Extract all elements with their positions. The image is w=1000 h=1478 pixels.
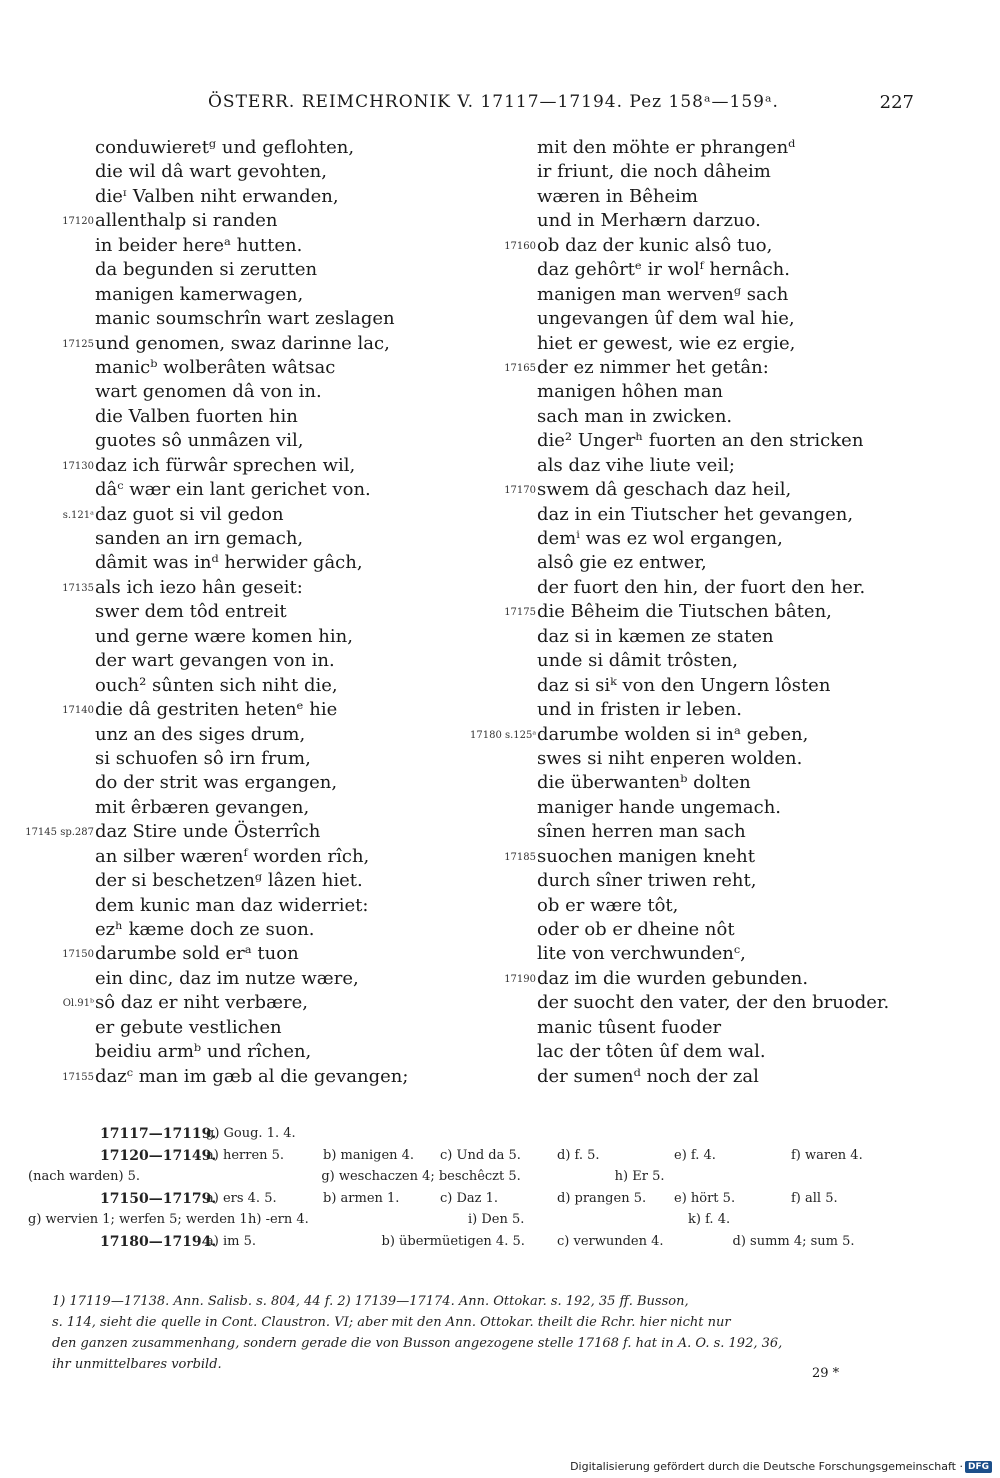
verse-text: manigen hôhen man (537, 381, 724, 403)
verse-line (480, 136, 960, 160)
apparatus-entry: b) übermüetigen 4. 5. (381, 1233, 525, 1249)
verse-text: und in Merhærn darzuo. (537, 210, 761, 232)
verse-text: die überwantenᵇ dolten (537, 772, 751, 794)
apparatus-line (28, 1126, 918, 1148)
verse-line (480, 918, 960, 942)
line-number: 17155 (62, 1071, 94, 1083)
verse-text: daz si siᵏ von den Ungern lôsten (537, 674, 831, 696)
verse-text: daz in ein Tiutscher het gevangen, (537, 503, 854, 525)
verse-text: daz im die wurden gebunden. (537, 967, 809, 989)
verse-line (480, 576, 960, 600)
verse-text: sanden an irn gemach, (95, 528, 304, 549)
verse-line (0, 527, 490, 551)
verse-line (480, 527, 960, 551)
verse-text: swes si niht enperen wolden. (537, 747, 803, 769)
dfg-logo: DFG (965, 1461, 992, 1473)
verse-text: daz si in kæmen ze staten (537, 625, 774, 647)
apparatus-entry: (nach warden) 5. (28, 1169, 141, 1184)
verse-line (480, 674, 960, 698)
verse-line (480, 209, 960, 233)
verse-line (480, 503, 960, 527)
verse-line (0, 551, 490, 575)
verse-line (480, 234, 960, 258)
verse-text: maniger hande ungemach. (537, 796, 782, 818)
verse-line (480, 258, 960, 282)
line-number: 17190 (504, 973, 536, 985)
verse-text: durch sîner triwen reht, (537, 870, 757, 892)
verse-text: hiet er gewest, wie ez ergie, (537, 332, 796, 354)
apparatus-entry: k) f. 4. (688, 1212, 731, 1227)
verse-text: ein dinc, daz im nutze wære, (95, 967, 359, 989)
line-number: 17120 (62, 216, 94, 228)
verse-line (0, 918, 490, 942)
verse-text: ungevangen ûf dem wal hie, (537, 308, 795, 330)
verse-line (0, 160, 490, 184)
verse-text: und gerne wære komen hin, (95, 625, 353, 647)
verse-text: ezʰ kæme doch ze suon. (95, 919, 315, 940)
apparatus-entry: e) f. 4. (674, 1147, 716, 1163)
verse-line (0, 942, 490, 966)
verse-line (0, 894, 490, 918)
verse-line (480, 1016, 960, 1040)
line-number: 17140 (62, 705, 94, 717)
verse-text: die² Ungerʰ fuorten an den stricken (537, 430, 864, 452)
verse-line (480, 478, 960, 502)
verse-text: dâᶜ wær ein lant gerichet von. (95, 479, 371, 501)
verse-text: die Valben fuorten hin (95, 405, 298, 427)
verse-line (480, 332, 960, 356)
verse-line (480, 1040, 960, 1064)
verse-line (0, 1040, 490, 1064)
verse-text: daz gehôrtᵉ ir wolᶠ hernâch. (537, 259, 790, 281)
verse-text: allenthalp si randen (95, 210, 278, 232)
verse-line (0, 503, 490, 527)
verse-line (480, 649, 960, 673)
verse-line (480, 894, 960, 918)
verse-line (0, 307, 490, 331)
verse-line (0, 747, 490, 771)
verse-line (0, 332, 490, 356)
verse-line (0, 136, 490, 160)
apparatus-entry: c) Daz 1. (440, 1190, 499, 1206)
line-number: 17150 (62, 949, 94, 961)
apparatus-entry: f) waren 4. (791, 1147, 863, 1163)
verse-line (480, 380, 960, 404)
line-number: 17145 sp.287 (25, 827, 94, 839)
line-number: 17180 s.125ᵃ (470, 729, 537, 741)
verse-text: lac der tôten ûf dem wal. (537, 1041, 766, 1063)
verse-text: mit êrbæren gevangen, (95, 796, 310, 818)
verse-text: darumbe sold erᵃ tuon (95, 943, 299, 965)
verse-text: dieᶦ Valben niht erwanden, (95, 185, 339, 207)
verse-text: do der strit was ergangen, (95, 772, 338, 794)
verse-line (0, 625, 490, 649)
verse-text: dazᶜ man im gæb al die gevangen; (95, 1065, 409, 1087)
verse-text: und in fristen ir leben. (537, 699, 742, 721)
apparatus-entry: g) Goug. 1. 4. (206, 1126, 296, 1141)
footnote-line: s. 114, sieht die quelle in Cont. Claustron. VI; aber mit den Ann. Ottokar. theilt die Rchr. hier nicht nur (52, 1315, 731, 1330)
verse-line (0, 674, 490, 698)
line-number: 17175 (504, 607, 536, 619)
verse-line (0, 234, 490, 258)
verse-line (480, 405, 960, 429)
verse-line (0, 356, 490, 380)
verse-text: in beider hereᵃ hutten. (95, 234, 303, 256)
line-number: 17125 (62, 338, 94, 350)
verse-line (480, 942, 960, 966)
verse-text: si schuofen sô irn frum, (95, 747, 311, 769)
verse-text: swem dâ geschach daz heil, (537, 479, 792, 501)
line-number: 17165 (504, 362, 536, 374)
apparatus-entry: d) prangen 5. (557, 1190, 647, 1206)
line-number: 17160 (504, 240, 536, 252)
verse-line (480, 307, 960, 331)
verse-text: sô daz er niht verbære, (95, 992, 308, 1014)
verse-text: ob daz der kunic alsô tuo, (537, 234, 773, 256)
apparatus-line (28, 1148, 918, 1170)
verse-text: sach man in zwicken. (537, 405, 733, 427)
verse-text: der wart gevangen von in. (95, 650, 335, 672)
verse-text: dâmit was inᵈ herwider gâch, (95, 552, 363, 574)
verse-text: da begunden si zerutten (95, 259, 318, 281)
signature-mark: 29 * (812, 1366, 840, 1381)
apparatus-entry: a) ers 4. 5. (206, 1190, 277, 1206)
verse-line (480, 698, 960, 722)
verse-line (0, 845, 490, 869)
verse-text: manicᵇ wolberâten wâtsac (95, 356, 336, 378)
verse-text: unde si dâmit trôsten, (537, 650, 738, 672)
verse-text: oder ob er dheine nôt (537, 919, 735, 940)
verse-line (0, 869, 490, 893)
line-number: 17185 (504, 851, 536, 863)
verse-line (470, 723, 960, 747)
verse-text: dem kunic man daz widerriet: (95, 894, 369, 916)
verse-line (480, 429, 960, 453)
verse-line (480, 185, 960, 209)
verse-text: als daz vihe liute veil; (537, 454, 735, 476)
line-number: 17130 (62, 460, 94, 472)
apparatus-entry: c) verwunden 4. (557, 1233, 664, 1249)
running-header (0, 92, 1000, 118)
verse-text: alsô gie ez entwer, (537, 552, 707, 574)
line-number: s.121ᵃ (62, 509, 94, 521)
verse-text: guotes sô unmâzen vil, (95, 430, 304, 452)
verse-text: darumbe wolden si inᵃ geben, (537, 723, 809, 745)
verse-text: der si beschetzenᵍ lâzen hiet. (95, 870, 363, 892)
apparatus-entry: d) f. 5. (557, 1147, 600, 1163)
verse-text: manigen kamerwagen, (95, 283, 304, 305)
verse-line (480, 845, 960, 869)
verse-text: daz Stire unde Österrîch (95, 821, 321, 843)
verse-line (480, 967, 960, 991)
apparatus-entry: b) armen 1. (323, 1190, 400, 1206)
verse-line (0, 258, 490, 282)
footnote-line: den ganzen zusammenhang, sondern gerade die von Busson angezogene stelle 17168 f. hat in A. O. s. 192, 36, (52, 1336, 783, 1351)
line-number: Ol.91ᵇ (62, 998, 94, 1010)
line-number: 17170 (504, 485, 536, 497)
verse-line (480, 747, 960, 771)
apparatus-entry: b) manigen 4. (323, 1147, 415, 1163)
verse-line (480, 283, 960, 307)
verse-line (480, 1065, 960, 1089)
verse-text: ob er wære tôt, (537, 894, 679, 916)
verse-line (0, 283, 490, 307)
apparatus-entry: f) all 5. (791, 1190, 838, 1206)
page-number: 227 (879, 92, 914, 113)
verse-text: sînen herren man sach (537, 821, 746, 843)
verse-line (0, 600, 490, 624)
verse-line (0, 1016, 490, 1040)
verse-line (0, 209, 490, 233)
verse-line (0, 967, 490, 991)
apparatus-entry: h) -ern 4. (248, 1212, 309, 1227)
verse-line (0, 698, 490, 722)
verse-line (0, 185, 490, 209)
verse-text: daz guot si vil gedon (95, 503, 284, 525)
apparatus-entry: i) Den 5. (468, 1212, 525, 1227)
apparatus-entry: e) hört 5. (674, 1190, 736, 1206)
line-number: 17135 (62, 582, 94, 594)
verse-line (0, 1065, 490, 1089)
verse-text: der ez nimmer het getân: (537, 356, 769, 378)
apparatus-ref: 17150—17179. (100, 1190, 217, 1207)
apparatus-entry: a) herren 5. (206, 1147, 285, 1163)
verse-text: die Bêheim die Tiutschen bâten, (537, 601, 832, 623)
verse-line (0, 723, 490, 747)
verse-text: die dâ gestriten hetenᵉ hie (95, 699, 338, 721)
footer-text: Digitalisierung gefördert durch die Deutsche Forschungsgemeinschaft · (570, 1460, 963, 1473)
verse-line (0, 820, 490, 844)
verse-text: und genomen, swaz darinne lac, (95, 332, 390, 354)
verse-text: die wil dâ wart gevohten, (95, 161, 327, 183)
critical-apparatus (28, 1126, 918, 1255)
verse-text: manigen man wervenᵍ sach (537, 283, 789, 305)
verse-line (0, 429, 490, 453)
verse-line (0, 771, 490, 795)
verse-text: mit den möhte er phrangenᵈ (537, 137, 796, 158)
verse-text: wæren in Bêheim (537, 185, 698, 207)
left-verse-column (0, 136, 490, 1089)
verse-line (480, 160, 960, 184)
apparatus-ref: 17117—17119. (100, 1126, 217, 1142)
footnote-line: 1) 17119—17138. Ann. Salisb. s. 804, 44 f. 2) 17139—17174. Ann. Ottokar. s. 192, 35 ff. Busson, (52, 1294, 689, 1309)
apparatus-ref: 17180—17194. (100, 1233, 217, 1250)
verse-line (480, 600, 960, 624)
verse-line (0, 454, 490, 478)
apparatus-entry: g) wervien 1; werfen 5; werden 1. (28, 1212, 252, 1227)
apparatus-line (28, 1191, 918, 1213)
verse-text: unz an des siges drum, (95, 723, 306, 745)
verse-text: als ich iezo hân geseit: (95, 576, 303, 598)
running-title: ÖSTERR. REIMCHRONIK V. 17117—17194. Pez 158ᵃ—159ᵃ. (208, 92, 779, 112)
verse-text: der suocht den vater, der den bruoder. (537, 992, 890, 1014)
verse-line (0, 405, 490, 429)
verse-line (0, 380, 490, 404)
apparatus-line (28, 1234, 918, 1256)
verse-text: lite von verchwundenᶜ, (537, 943, 746, 965)
verse-text: manic soumschrîn wart zeslagen (95, 308, 395, 330)
apparatus-line (28, 1212, 918, 1234)
verse-text: swer dem tôd entreit (95, 601, 287, 623)
apparatus-entry: c) Und da 5. (440, 1147, 521, 1163)
verse-text: wart genomen dâ von in. (95, 381, 322, 403)
verse-line (480, 454, 960, 478)
apparatus-entry: g) weschaczen 4; beschêczt 5. (321, 1169, 521, 1184)
verse-line (480, 991, 960, 1015)
apparatus-entry: d) summ 4; sum 5. (732, 1233, 855, 1249)
verse-line (480, 625, 960, 649)
verse-line (480, 796, 960, 820)
apparatus-line (28, 1169, 918, 1191)
right-verse-column (470, 136, 960, 1089)
verse-line (480, 551, 960, 575)
verse-text: der fuort den hin, der fuort den her. (537, 576, 866, 598)
verse-text: beidiu armᵇ und rîchen, (95, 1041, 312, 1063)
verse-line (0, 796, 490, 820)
verse-line (0, 478, 490, 502)
verse-text: er gebute vestlichen (95, 1016, 282, 1038)
verse-text: ouch² sûnten sich niht die, (95, 674, 338, 696)
verse-line (0, 576, 490, 600)
apparatus-entry: a) im 5. (206, 1233, 256, 1249)
verse-text: daz ich fürwâr sprechen wil, (95, 454, 356, 476)
digitization-footer (570, 1460, 992, 1473)
verse-text: suochen manigen kneht (537, 845, 755, 867)
verse-text: der sumenᵈ noch der zal (537, 1065, 759, 1087)
verse-line (480, 771, 960, 795)
footnotes (52, 1294, 912, 1378)
verse-line (0, 649, 490, 673)
apparatus-entry: h) Er 5. (614, 1169, 665, 1184)
verse-line (480, 356, 960, 380)
verse-text: conduwieretᵍ und geflohten, (95, 137, 355, 158)
verse-line (480, 869, 960, 893)
verse-text: an silber wærenᶠ worden rîch, (95, 845, 370, 867)
verse-line (480, 820, 960, 844)
verse-text: ir friunt, die noch dâheim (537, 161, 771, 183)
verse-line (0, 991, 490, 1015)
footnote-line: ihr unmittelbares vorbild. (52, 1357, 222, 1372)
verse-text: demⁱ was ez wol ergangen, (537, 528, 783, 549)
verse-text: manic tûsent fuoder (537, 1016, 722, 1038)
apparatus-ref: 17120—17149. (100, 1147, 217, 1164)
